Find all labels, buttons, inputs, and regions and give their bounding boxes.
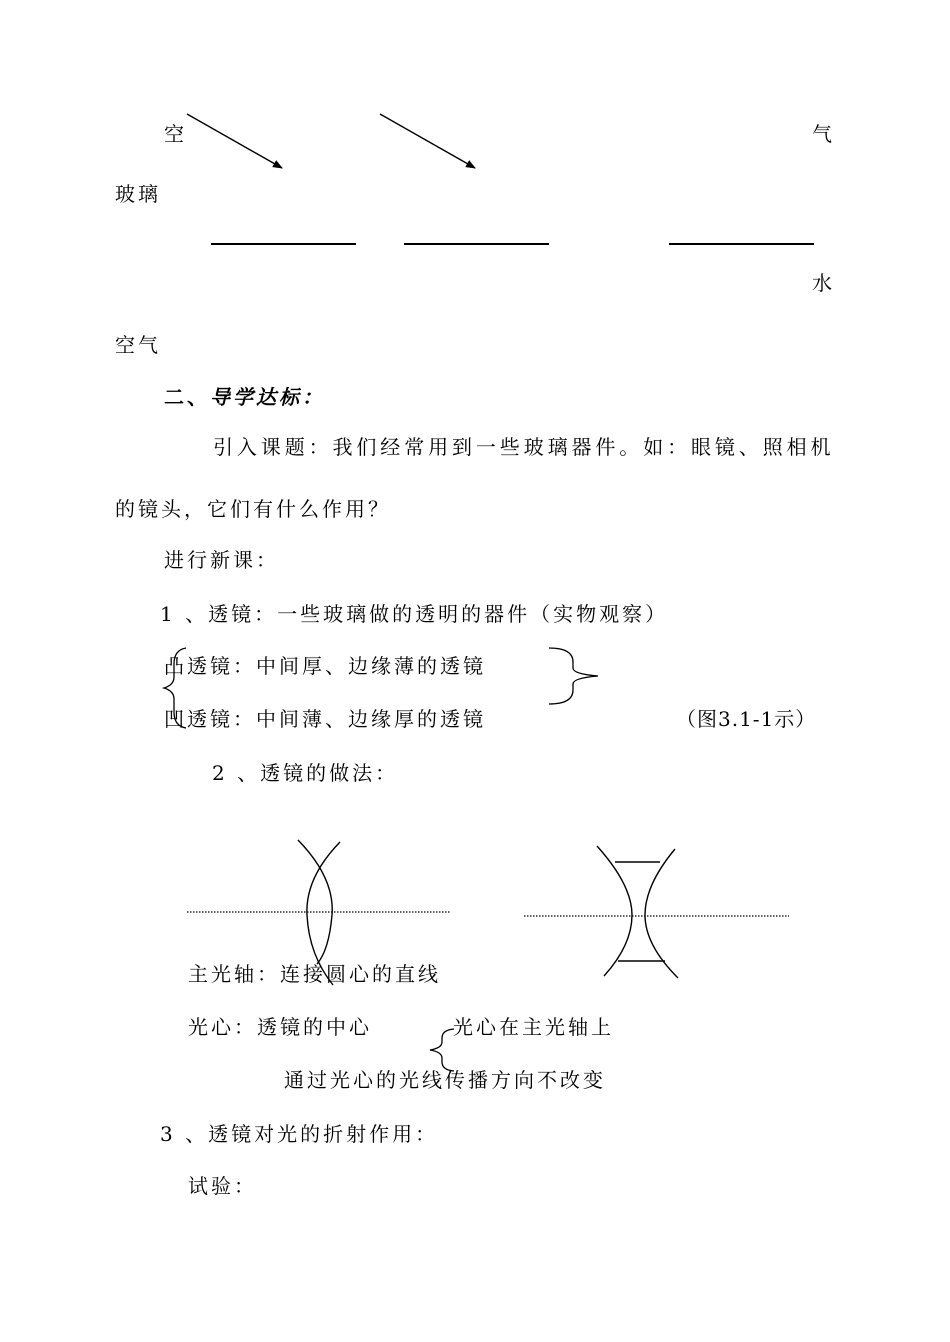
experiment-label: 试验： — [188, 1174, 257, 1198]
section-heading — [164, 387, 325, 407]
item2-heading: 2 、透镜的做法： — [212, 761, 399, 785]
item3-heading: 3 、透镜对光的折射作用： — [160, 1122, 439, 1146]
section-number: 二、 — [164, 385, 210, 409]
label-air-top: 空 — [164, 122, 187, 146]
optical-center-definition: 光心：透镜的中心 — [188, 1015, 372, 1039]
convex-lens-arc-left — [298, 840, 332, 964]
concave-lens-arc-left — [597, 846, 632, 976]
incident-ray-arrow-1 — [187, 114, 282, 168]
right-brace — [549, 648, 598, 704]
principal-axis-definition: 主光轴：连接圆心的直线 — [188, 962, 441, 986]
concave-lens-definition: 凹透镜：中间薄、边缘厚的透镜 — [164, 707, 486, 731]
convex-lens-definition: 凸透镜：中间厚、边缘薄的透镜 — [164, 654, 486, 678]
label-air-bottom: 空气 — [115, 333, 161, 357]
intro-line-1: 引入课题：我们经常用到一些玻璃器件。如：眼镜、照相机 — [213, 435, 835, 459]
optical-center-brace — [430, 1029, 454, 1071]
intro-line-2: 的镜头，它们有什么作用？ — [115, 497, 391, 521]
label-water: 水 — [812, 271, 835, 295]
figure-reference: （图3.1-1示） — [676, 707, 817, 731]
concave-lens-arc-right — [645, 849, 678, 978]
optical-center-property: 通过光心的光线传播方向不改变 — [284, 1068, 606, 1092]
label-glass: 玻璃 — [115, 182, 161, 206]
optical-center-on-axis: 光心在主光轴上 — [453, 1015, 614, 1039]
label-air-top-right: 气 — [812, 122, 835, 146]
item1-heading: 1 、透镜：一些玻璃做的透明的器件（实物观察） — [160, 602, 669, 626]
incident-ray-arrow-2 — [380, 114, 475, 168]
new-lesson-label: 进行新课： — [164, 548, 279, 572]
section-title: 导学达标： — [210, 385, 325, 409]
